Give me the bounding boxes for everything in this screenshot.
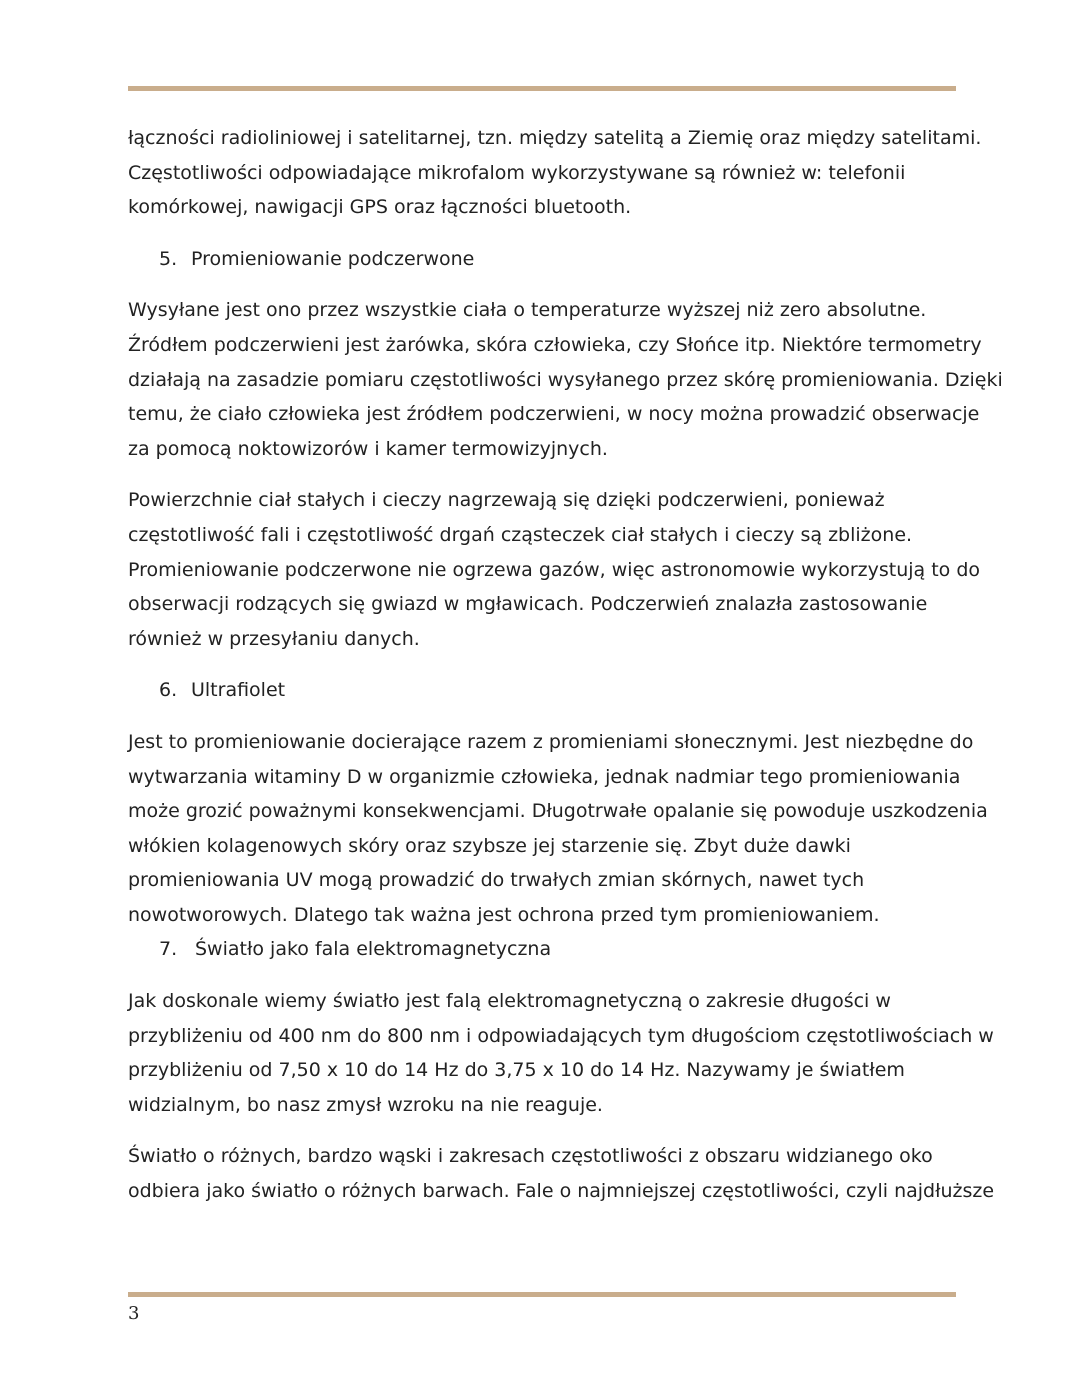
text-line: nowotworowych. Dlatego tak ważna jest ochrona przed tym promieniowaniem. (128, 903, 880, 926)
light-paragraph-2 (128, 1139, 995, 1208)
text-line: Źródłem podczerwieni jest żarówka, skóra człowieka, czy Słońce itp. Niektóre termometry (128, 333, 982, 356)
infrared-paragraph-1 (128, 293, 1003, 466)
text-line: włókien kolagenowych skóry oraz szybsze jej starzenie się. Zbyt duże dawki (128, 834, 851, 857)
text-line: łączności radioliniowej i satelitarnej, tzn. między satelitą a Ziemię oraz między satelitami. (128, 127, 982, 149)
text-line: za pomocą noktowizorów i kamer termowizyjnych. (128, 437, 608, 460)
text-line: działają na zasadzie pomiaru częstotliwości wysyłanego przez skórę promieniowania. Dzięki (128, 368, 1003, 391)
page-content (128, 121, 1003, 1209)
light-paragraph-1 (128, 984, 994, 1122)
text-line: obserwacji rodzących się gwiazd w mgławicach. Podczerwień znalazła zastosowanie (128, 593, 928, 616)
section-number: 5. (159, 247, 178, 270)
text-line: widzialnym, bo nasz zmysł wzroku na nie reaguje. (128, 1093, 603, 1116)
text-line: przybliżeniu od 7,50 x 10 do 14 Hz do 3,75 x 10 do 14 Hz. Nazywamy je światłem (128, 1059, 905, 1082)
text-line: komórkowej, nawigacji GPS oraz łączności bluetooth. (128, 196, 632, 219)
section-heading-ultraviolet (128, 673, 958, 708)
header-rule (128, 86, 956, 91)
text-line: Światło o różnych, bardzo wąski i zakresach częstotliwości z obszaru widzianego oko (128, 1145, 933, 1168)
text-line: wytwarzania witaminy D w organizmie człowieka, jednak nadmiar tego promieniowania (128, 765, 961, 788)
text-line: Jest to promieniowanie docierające razem z promieniami słonecznymi. Jest niezbędne do (128, 730, 974, 753)
infrared-paragraph-2 (128, 483, 981, 656)
text-line: Powierzchnie ciał stałych i cieczy nagrzewają się dzięki podczerwieni, ponieważ (128, 489, 885, 512)
section-title: Światło jako fala elektromagnetyczna (195, 938, 552, 961)
text-line: również w przesyłaniu danych. (128, 627, 420, 650)
section-title: Promieniowanie podczerwone (191, 247, 475, 270)
text-line: przybliżeniu od 400 nm do 800 nm i odpowiadających tym długościom częstotliwościach w (128, 1024, 994, 1047)
section-number: 6. (159, 679, 178, 702)
section-number: 7. (159, 938, 178, 961)
text-line: Częstotliwości odpowiadające mikrofalom wykorzystywane są również w: telefonii (128, 161, 906, 184)
text-line: temu, że ciało człowieka jest źródłem podczerwieni, w nocy można prowadzić obserwacje (128, 403, 980, 426)
text-line: Promieniowanie podczerwone nie ogrzewa gazów, więc astronomowie wykorzystują to do (128, 558, 981, 581)
section-title: Ultrafiolet (191, 679, 286, 702)
section-heading-light (128, 932, 958, 967)
text-line: Wysyłane jest ono przez wszystkie ciała o temperaturze wyższej niż zero absolutne. (128, 299, 927, 322)
text-line: odbiera jako światło o różnych barwach. Fale o najmniejszej częstotliwości, czyli najdłuższe (128, 1180, 995, 1203)
text-line: Jak doskonale wiemy światło jest falą elektromagnetyczną o zakresie długości w (128, 990, 891, 1013)
text-line: promieniowania UV mogą prowadzić do trwałych zmian skórnych, nawet tych (128, 869, 865, 892)
section-heading-infrared (128, 242, 958, 277)
footer-rule (128, 1292, 956, 1297)
ultraviolet-paragraph (128, 725, 988, 933)
text-line: częstotliwość fali i częstotliwość drgań cząsteczek ciał stałych i cieczy są zbliżone. (128, 523, 913, 546)
text-line: może grozić poważnymi konsekwencjami. Długotrwałe opalanie się powoduje uszkodzenia (128, 800, 988, 823)
page-number: 3 (128, 1303, 140, 1324)
intro-paragraph (128, 121, 982, 225)
